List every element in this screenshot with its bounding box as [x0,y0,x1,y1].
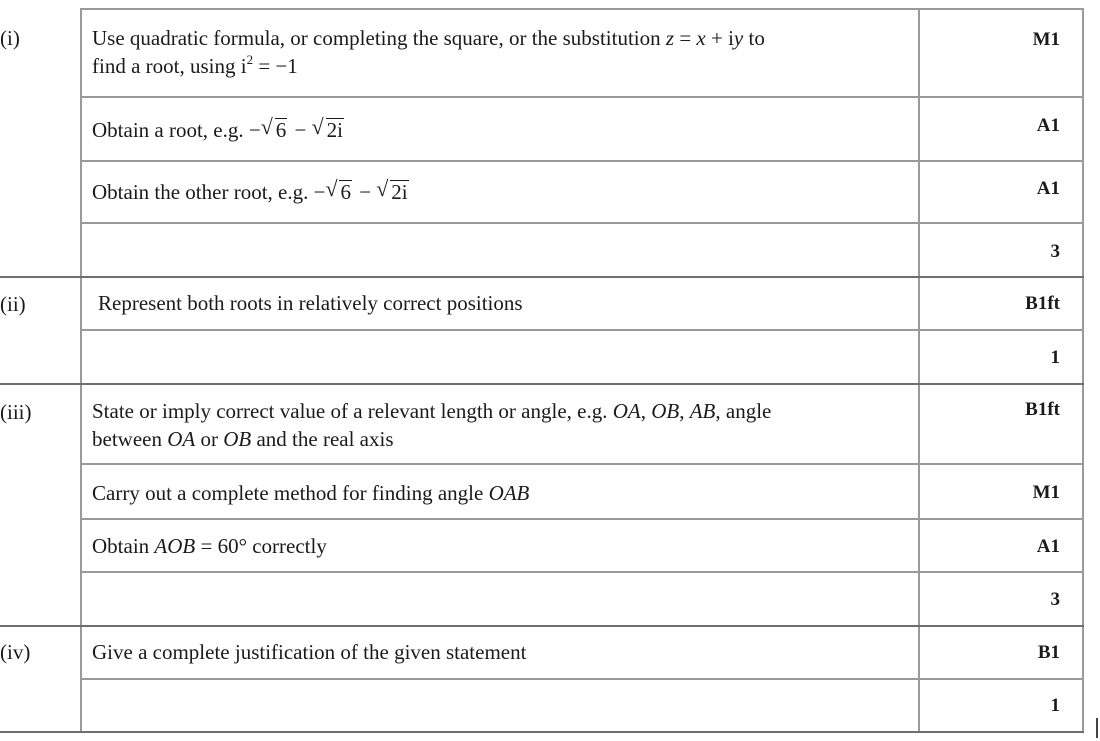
criterion-text: Obtain the other root, e.g. − √ 6 − √ 2i [92,176,408,204]
mark-value: A1 [1036,536,1060,557]
criterion-text: Obtain AOB = 60° correctly [92,534,327,558]
row-rule [80,518,1084,520]
mark-value: B1ft [1025,399,1060,420]
mark-value: B1ft [1025,293,1060,314]
row-rule [80,571,1084,573]
part-label: (iii) [0,400,32,424]
criterion-text: State or imply correct value of a relevant length or angle, e.g. OA, OB, AB, angle between OA or OB and the real axis [92,399,772,451]
square-root-symbol: √ 2i [376,176,408,204]
mark-value: A1 [1036,178,1060,199]
part-label: (ii) [0,292,26,316]
mark-total: 1 [1050,695,1060,716]
square-root-symbol: √ 6 [260,114,287,142]
row-rule [80,329,1084,331]
row-rule [80,678,1084,680]
mark-total: 3 [1050,589,1060,610]
mark-value: A1 [1036,115,1060,136]
square-root-symbol: √ 2i [311,114,343,142]
text-cursor [1096,718,1098,738]
part-label: (i) [0,26,20,50]
mark-value: M1 [1032,482,1060,503]
criterion-text: Use quadratic formula, or completing the square, or the substitution z = x + iy to find a root, using $i^2 = -1$ [92,26,765,78]
mark-value: M1 [1032,29,1060,50]
criterion-text: Represent both roots in relatively correct positions [98,291,523,315]
part-label: (iv) [0,640,31,664]
section-rule [0,625,1084,627]
row-rule [80,463,1084,465]
square-root-symbol: √ 6 [325,176,351,204]
section-rule [0,731,1084,733]
section-rule [0,276,1084,278]
criterion-text: Give a complete justification of the given statement [92,640,527,664]
criterion-text: Obtain a root, e.g. − √ 6 − √ 2i [92,114,343,142]
mark-value: B1 [1037,642,1060,663]
row-rule [80,8,1084,10]
row-rule [80,96,1084,98]
mark-total: 1 [1050,347,1060,368]
section-rule [0,383,1084,385]
row-rule [80,222,1084,224]
mark-total: 3 [1050,241,1060,262]
row-rule [80,160,1084,162]
criterion-text: Carry out a complete method for finding angle OAB [92,481,530,505]
